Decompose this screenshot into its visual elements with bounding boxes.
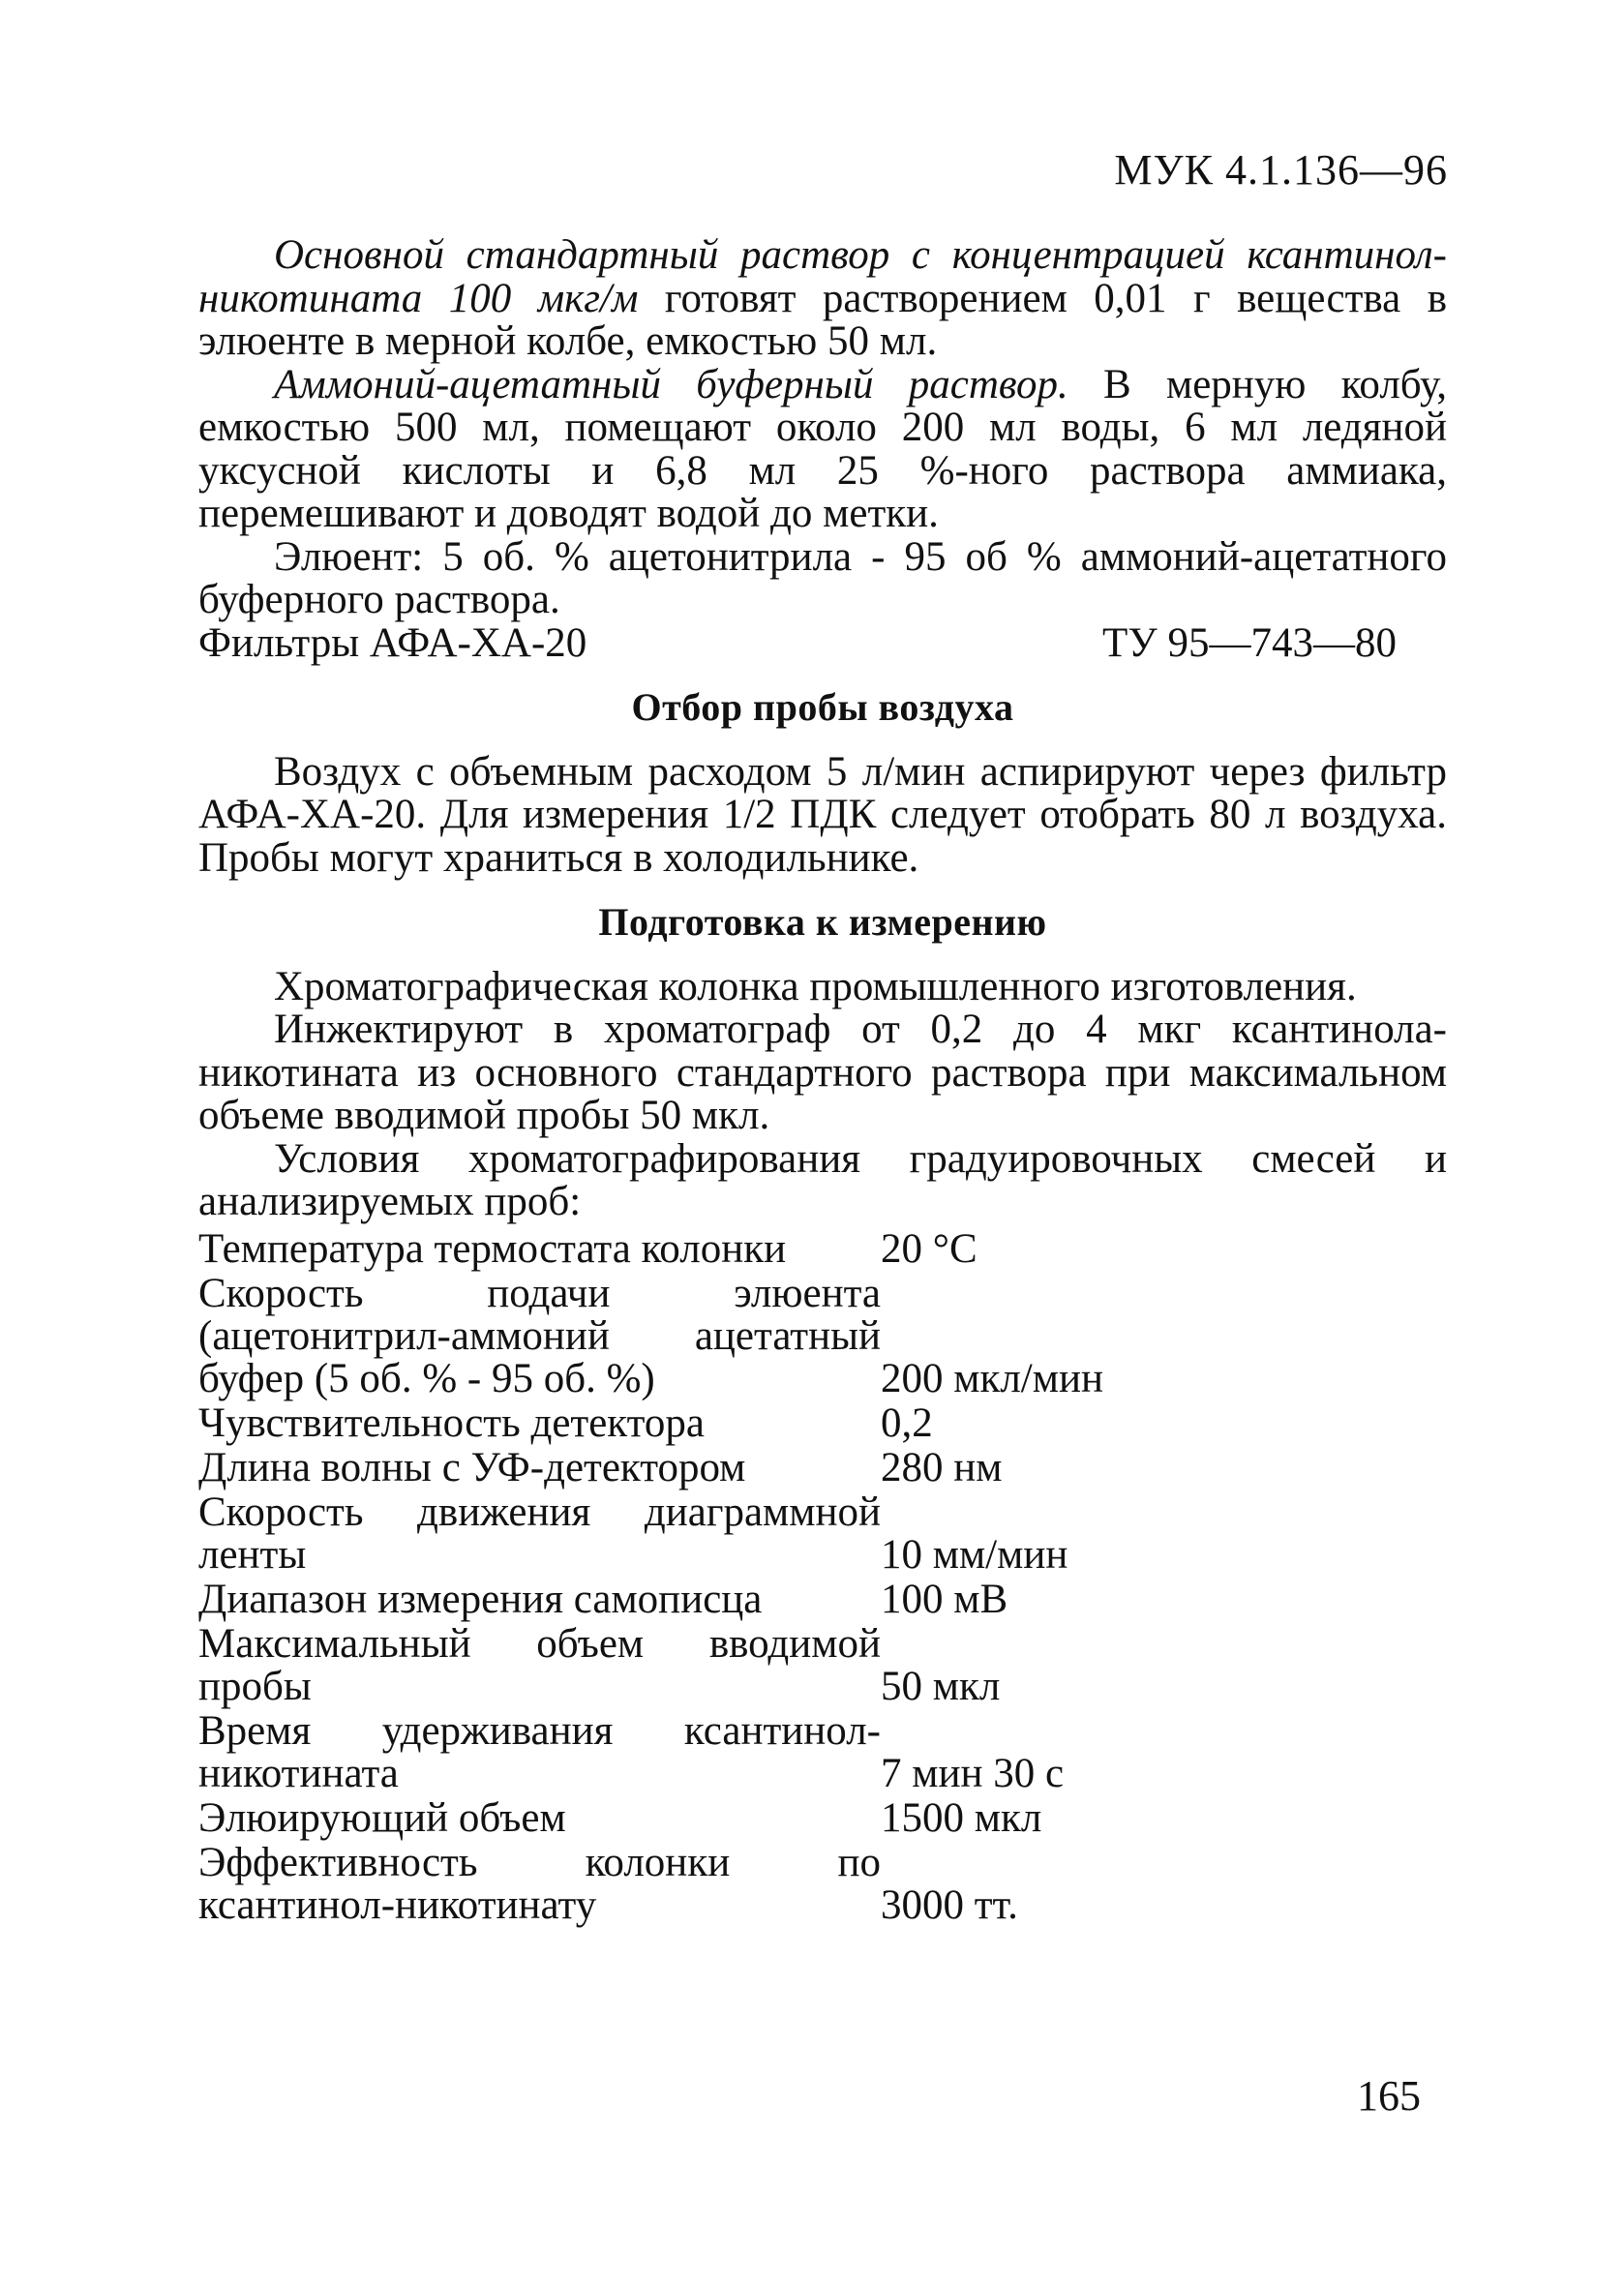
buffer-solution-term: Аммоний-ацетатный буферный раствор. — [274, 361, 1068, 407]
page-number: 165 — [1357, 2072, 1421, 2120]
condition-value: 10 мм/мин — [881, 1531, 1068, 1578]
condition-label: Эффективность колонки по ксантинол-никотинату — [198, 1839, 881, 1928]
condition-label: Максимальный объем вводимой пробы — [198, 1620, 881, 1709]
conditions-intro-paragraph: Условия хроматографирования градуировочных смесей и анализируемых проб: — [198, 1135, 1447, 1224]
eluent-paragraph: Элюент: 5 об. % ацетонитрила - 95 об % аммоний-ацетатного буферного раствора. — [198, 533, 1447, 622]
condition-label: Элюирующий объем — [198, 1794, 566, 1841]
condition-value: 100 мВ — [881, 1576, 1008, 1622]
condition-value: 0,2 — [881, 1399, 933, 1446]
table-row — [198, 1402, 1103, 1447]
sampling-heading: Отбор пробы воздуха — [631, 685, 1014, 729]
table-row — [198, 1447, 1103, 1491]
stock-solution-text: готовят растворением 0,01 г вещества в элюенте в мерной колбе, емкостью 50 мл. — [198, 275, 1447, 364]
condition-value: 3000 тт. — [881, 1881, 1018, 1928]
condition-value: 7 мин 30 с — [881, 1750, 1065, 1796]
filters-name: Фильтры АФА-ХА-20 — [198, 619, 587, 666]
buffer-solution-paragraph — [198, 361, 1447, 536]
injection-paragraph: Инжектируют в хроматограф от 0,2 до 4 мкг ксантинола-никотината из основного стандартного раствора при максимальном объеме вводимой пробы 50 мкл. — [198, 1007, 1447, 1138]
table-row — [198, 1623, 1103, 1710]
condition-value: 50 мкл — [881, 1663, 1001, 1709]
table-row — [198, 1273, 1103, 1402]
condition-label: Диапазон измерения самописца — [198, 1576, 763, 1622]
stock-solution-term: Основной стандартный раствор с концентрацией ксантинол-никотината 100 мкг/м — [198, 232, 1447, 321]
condition-value: 280 нм — [881, 1444, 1003, 1490]
condition-value: 20 °С — [881, 1225, 977, 1272]
document-code: МУК 4.1.136—96 — [1114, 146, 1448, 194]
condition-label: Чувствительность детектора — [198, 1399, 705, 1446]
sampling-paragraph: Воздух с объемным расходом 5 л/мин аспирируют через фильтр АФА-ХА-20. Для измерения 1/2 ПДК следует отобрать 80 л воздуха. Пробы могут храниться в холодильнике. — [198, 748, 1447, 881]
filters-spec: ТУ 95—743—80 — [1102, 619, 1397, 666]
stock-solution-paragraph — [198, 234, 1447, 364]
column-paragraph: Хроматографическая колонка промышленного изготовления. — [274, 963, 1357, 1009]
table-row — [198, 1842, 1103, 1929]
condition-label: Время удерживания ксантинол-никотината — [198, 1707, 881, 1796]
document-body — [198, 234, 1447, 1929]
condition-value: 200 мкл/мин — [881, 1355, 1103, 1401]
conditions-table — [198, 1225, 1103, 1929]
table-row — [198, 1228, 1103, 1273]
condition-label: Длина волны с УФ-детектором — [198, 1444, 746, 1490]
table-row — [198, 1710, 1103, 1797]
condition-label: Температура термостата колонки — [198, 1225, 787, 1272]
filters-line — [198, 619, 1397, 666]
buffer-solution-text: В мерную колбу, емкостью 500 мл, помещают около 200 мл воды, 6 мл ледяной уксусной кислоты и 6,8 мл 25 %-ного раствора аммиака, перемешивают и доводят водой до метки. — [198, 361, 1447, 536]
table-row — [198, 1797, 1103, 1842]
preparation-heading: Подготовка к измерению — [598, 900, 1047, 944]
table-row — [198, 1491, 1103, 1579]
table-row — [198, 1579, 1103, 1623]
condition-label: Скорость подачи элюента (ацетонитрил-аммоний ацетатный буфер (5 об. % - 95 об. %) — [198, 1270, 881, 1401]
condition-value: 1500 мкл — [881, 1794, 1042, 1841]
condition-label: Скорость движения диаграммной ленты — [198, 1489, 881, 1578]
